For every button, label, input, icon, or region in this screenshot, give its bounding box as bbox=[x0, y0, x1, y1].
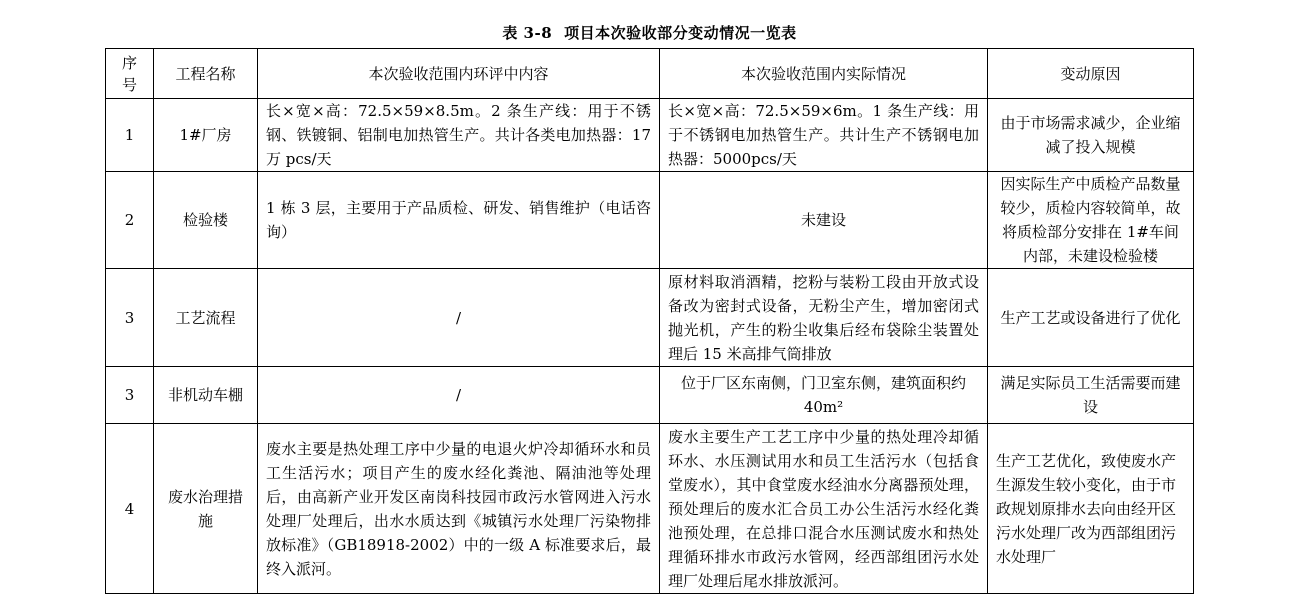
cell-project-name: 工艺流程 bbox=[154, 269, 258, 367]
table-row bbox=[106, 172, 1194, 269]
table-title: 项目本次验收部分变动情况一览表 bbox=[564, 24, 797, 42]
cell-eia-content: 长×宽×高：72.5×59×8.5m。2 条生产线：用于不锈钢、铁镀铜、铝制电加热管生产。共计各类电加热器：17 万 pcs/天 bbox=[258, 99, 660, 172]
cell-change-reason: 满足实际员工生活需要而建设 bbox=[988, 367, 1194, 424]
cell-project-name: 废水治理措施 bbox=[154, 424, 258, 594]
cell-actual-situation: 废水主要生产工艺工序中少量的热处理冷却循环水、水压测试用水和员工生活污水（包括食堂废水），其中食堂废水经油水分离器预处理，预处理后的废水汇合员工办公生活污水经化粪池预处理，在总排口混合水压测试废水和热处理循环排水市政污水管网，经西部组团污水处理厂处理后尾水排放派河。 bbox=[660, 424, 988, 594]
cell-serial-no: 2 bbox=[106, 172, 154, 269]
changes-table bbox=[105, 48, 1194, 594]
table-row bbox=[106, 269, 1194, 367]
header-row bbox=[106, 49, 1194, 99]
header-serial-no: 序号 bbox=[106, 49, 154, 99]
cell-project-name: 非机动车棚 bbox=[154, 367, 258, 424]
cell-actual-situation: 原材料取消酒精，挖粉与装粉工段由开放式设备改为密封式设备，无粉尘产生，增加密闭式抛光机，产生的粉尘收集后经布袋除尘装置处理后 15 米高排气筒排放 bbox=[660, 269, 988, 367]
cell-project-name: 检验楼 bbox=[154, 172, 258, 269]
table-row bbox=[106, 99, 1194, 172]
cell-change-reason: 由于市场需求减少，企业缩减了投入规模 bbox=[988, 99, 1194, 172]
cell-change-reason: 生产工艺或设备进行了优化 bbox=[988, 269, 1194, 367]
cell-actual-situation: 位于厂区东南侧，门卫室东侧，建筑面积约 40m² bbox=[660, 367, 988, 424]
cell-eia-content: / bbox=[258, 269, 660, 367]
table-number: 表 3-8 bbox=[502, 24, 553, 42]
cell-actual-situation: 未建设 bbox=[660, 172, 988, 269]
table-row bbox=[106, 424, 1194, 594]
cell-eia-content: 1 栋 3 层，主要用于产品质检、研发、销售维护（电话咨询） bbox=[258, 172, 660, 269]
cell-eia-content: 废水主要是热处理工序中少量的电退火炉冷却循环水和员工生活污水；项目产生的废水经化粪池、隔油池等处理后，由高新产业开发区南岗科技园市政污水管网进入污水处理厂处理后，出水水质达到《城镇污水处理厂污染物排放标准》（GB18918-2002）中的一级 A 标准要求后，最终入派河。 bbox=[258, 424, 660, 594]
table-row bbox=[106, 367, 1194, 424]
cell-serial-no: 1 bbox=[106, 99, 154, 172]
cell-serial-no: 3 bbox=[106, 367, 154, 424]
cell-change-reason: 生产工艺优化，致使废水产生源发生较小变化，由于市政规划原排水去向由经开区污水处理厂改为西部组团污水处理厂 bbox=[988, 424, 1194, 594]
cell-eia-content: / bbox=[258, 367, 660, 424]
cell-serial-no: 4 bbox=[106, 424, 154, 594]
header-project-name: 工程名称 bbox=[154, 49, 258, 99]
cell-serial-no: 3 bbox=[106, 269, 154, 367]
cell-change-reason: 因实际生产中质检产品数量较少，质检内容较简单，故将质检部分安排在 1#车间内部，未建设检验楼 bbox=[988, 172, 1194, 269]
header-eia-content: 本次验收范围内环评中内容 bbox=[258, 49, 660, 99]
header-change-reason: 变动原因 bbox=[988, 49, 1194, 99]
cell-actual-situation: 长×宽×高：72.5×59×6m。1 条生产线：用于不锈钢电加热管生产。共计生产不锈钢电加热器：5000pcs/天 bbox=[660, 99, 988, 172]
table-caption bbox=[0, 22, 1299, 43]
cell-project-name: 1#厂房 bbox=[154, 99, 258, 172]
header-actual-situation: 本次验收范围内实际情况 bbox=[660, 49, 988, 99]
